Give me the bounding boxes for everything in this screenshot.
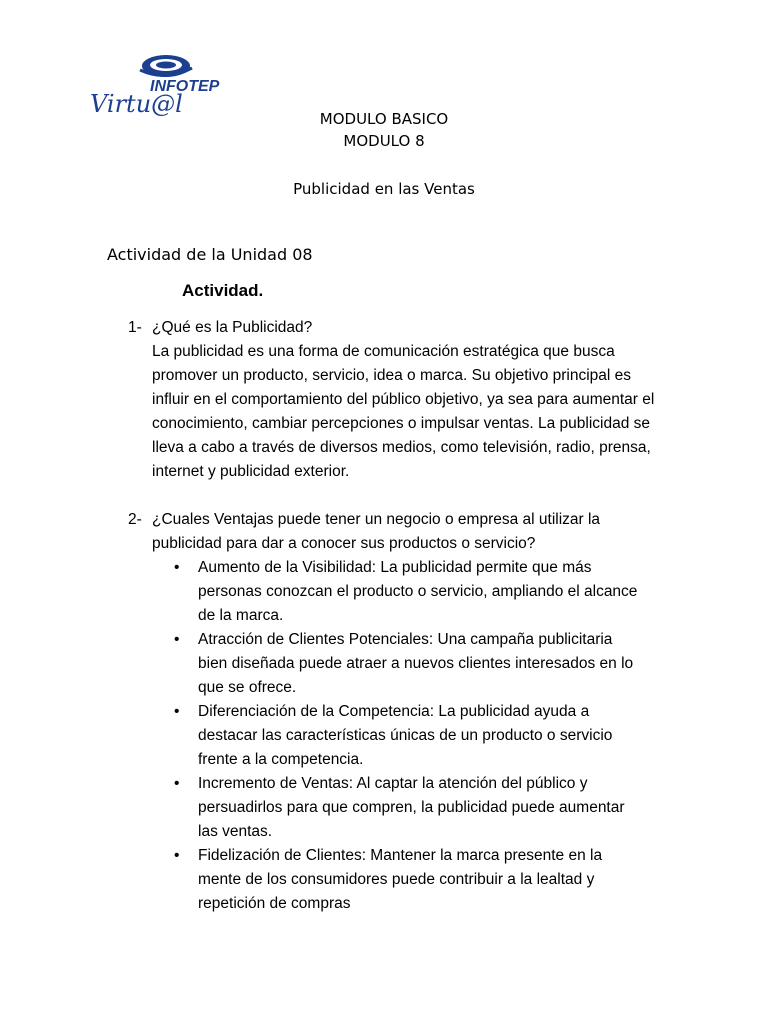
question-text: ¿Qué es la Publicidad? — [152, 319, 313, 336]
advantage-text: Diferenciación de la Competencia: La publicidad ayuda a destacar las características únicas de un producto o servicio frente a la competencia. — [198, 703, 613, 768]
list-item — [152, 700, 668, 772]
bullet-icon: • — [174, 703, 180, 720]
bullet-icon: • — [174, 847, 180, 864]
question-text: ¿Cuales Ventajas puede tener un negocio o empresa al utilizar la publicidad para dar a conocer sus productos o servicio? — [152, 511, 601, 552]
document-body — [128, 316, 668, 916]
question-number: 2- — [128, 511, 142, 528]
logo-script-text: Virtu@l — [90, 90, 183, 118]
advantages-list — [152, 556, 668, 916]
advantage-text: Incremento de Ventas: Al captar la atención del público y persuadirlos para que compren, la publicidad puede aumentar las ventas. — [198, 775, 625, 840]
advantage-text: Aumento de la Visibilidad: La publicidad permite que más personas conozcan el producto o servicio, ampliando el alcance de la marca. — [198, 559, 638, 624]
list-item — [152, 844, 668, 916]
bullet-icon: • — [174, 631, 180, 648]
answer-text: La publicidad es una forma de comunicación estratégica que busca promover un producto, servicio, idea o marca. Su objetivo principal es influir en el comportamiento del público objetivo, ya sea para aumentar el conocimiento, cambiar percepciones o impulsar ventas. La publicidad se lleva a cabo a través de diversos medios, como televisión, radio, prensa, internet y publicidad exterior. — [152, 343, 655, 480]
module-subtitle: Publicidad en las Ventas — [293, 180, 475, 198]
bullet-icon: • — [174, 775, 180, 792]
module-number-title: MODULO 8 — [343, 132, 425, 150]
bullet-icon: • — [174, 559, 180, 576]
question-number: 1- — [128, 319, 142, 336]
question-item — [128, 508, 668, 916]
module-basic-title: MODULO BASICO — [319, 110, 449, 128]
list-item — [152, 772, 668, 844]
advantage-text: Fidelización de Clientes: Mantener la marca presente en la mente de los consumidores puede contribuir a la lealtad y repetición de compras — [198, 847, 603, 912]
list-item — [152, 628, 668, 700]
question-item — [128, 316, 668, 484]
logo-brand-text: INFOTEP — [150, 78, 220, 95]
unit-title: Actividad de la Unidad 08 — [107, 245, 313, 264]
activity-label: Actividad. — [182, 281, 264, 300]
list-item — [152, 556, 668, 628]
advantage-text: Atracción de Clientes Potenciales: Una campaña publicitaria bien diseñada puede atraer a nuevos clientes interesados en lo que se ofrece. — [198, 631, 634, 696]
